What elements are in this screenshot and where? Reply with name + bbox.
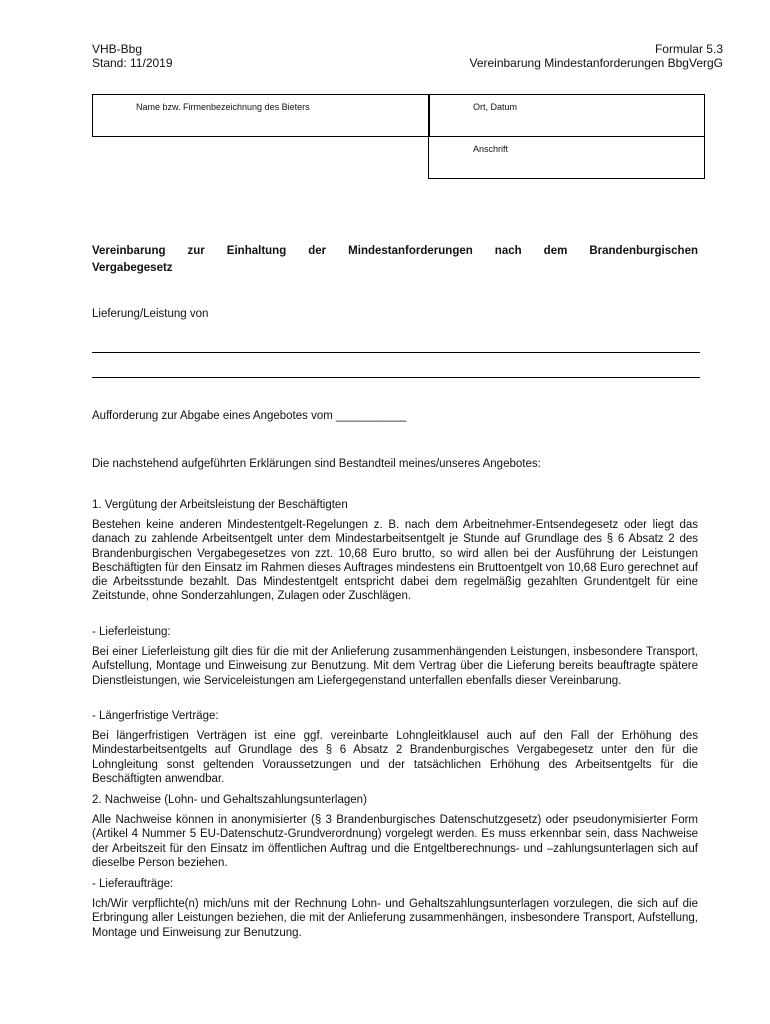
bidder-name-field[interactable] [92,94,430,137]
document-title-line1: Vereinbarung zur Einhaltung der Mindestanforderungen nach dem Brandenburgischen [92,245,698,257]
revision-date: Stand: 11/2019 [92,56,173,70]
delivery-service-paragraph: Bei einer Lieferleistung gilt dies für die mit der Anlieferung zusammenhängenden Leistungen, insbesondere Transport, Aufstellung, Montage und Einweisung zur Benutzung. Mit dem Vertrag über die Lieferung bereits beauftragte spätere Dienstleistungen, wie Serviceleistungen am Liefergegenstand unterfallen ebenfalls dieser Vereinbarung. [92,646,698,687]
delivery-orders-heading: - Lieferaufträge: [92,878,174,890]
address-label: Anschrift [473,144,509,154]
section-2-heading: 2. Nachweise (Lohn- und Gehaltszahlungsunterlagen) [92,794,367,806]
header-right [469,42,723,70]
delivery-orders-paragraph: Ich/Wir verpflichte(n) mich/uns mit der Rechnung Lohn- und Gehaltszahlungsunterlagen vorzulegen, die sich auf die Erbringung aller Leistungen beziehen, die mit der Anlieferung zusammenhängen, insbesondere Transport, Aufstellung, Montage und Einweisung zur Benutzung. [92,898,698,939]
handbook-code: VHB-Bbg [92,42,143,56]
long-term-contracts-paragraph: Bei längerfristigen Verträgen ist eine ggf. vereinbarte Lohngleitklausel auch auf den Fall der Erhöhung des Mindestarbeitsentgelts auf Grundlage des § 6 Absatz 2 Brandenburgisches Vergabegesetz unter den für die Lohngleitung sonst geltenden Voraussetzungen und der tatsächlichen Erhöhung des Arbeitsentgelts für die Beschäftigten anwendbar. [92,730,698,785]
header-left [92,42,173,70]
delivery-service-heading: - Lieferleistung: [92,626,171,638]
document-title-line2: Vergabegesetz [92,262,173,274]
place-date-label: Ort, Datum [473,102,518,112]
delivery-label: Lieferung/Leistung von [92,308,209,320]
request-date-text: Aufforderung zur Abgabe eines Angebotes vom ___________ [92,410,407,422]
form-title: Vereinbarung Mindestanforderungen BbgVergG [469,56,723,70]
place-date-field[interactable] [428,94,705,137]
bidder-name-label: Name bzw. Firmenbezeichnung des Bieters [136,102,310,112]
intro-text: Die nachstehend aufgeführten Erklärungen sind Bestandteil meines/unseres Angebotes: [92,458,541,470]
long-term-contracts-heading: - Längerfristige Verträge: [92,710,219,722]
section-1-heading: 1. Vergütung der Arbeitsleistung der Beschäftigten [92,499,348,511]
delivery-input-line-1[interactable] [92,352,700,353]
section-1-paragraph: Bestehen keine anderen Mindestentgelt-Regelungen z. B. nach dem Arbeitnehmer-Entsendegesetz oder liegt das danach zu zahlende Arbeitsentgelt unter dem Mindestarbeitsentgelt je Stunde auf Grundlage des § 6 Absatz 2 des Brandenburgischen Vergabegesetzes von zzt. 10,68 Euro brutto, so wird allen bei der Ausführung der Leistungen Beschäftigten für den Einsatz im Rahmen dieses Auftrages mindestens ein Bruttoentgelt von 10,68 Euro gerechnet auf die Arbeitsstunde bezahlt. Das Mindestentgelt entspricht dabei dem regelmäßig gezahlten Grundentgelt für eine Zeitstunde, ohne Sonderzahlungen, Zulagen oder Zuschlägen. [92,519,698,603]
section-2-paragraph: Alle Nachweise können in anonymisierter (§ 3 Brandenburgisches Datenschutzgesetz) oder pseudonymisierter Form (Artikel 4 Nummer 5 EU-Datenschutz-Grundverordnung) vorgelegt werden. Es muss erkennbar sein, dass Nachweise der Arbeitszeit für den Einsatz im öffentlichen Auftrag und die Entgeltberechnungs- und –zahlungsunterlagen sich auf dieselbe Person beziehen. [92,814,698,869]
address-field[interactable] [428,136,705,179]
form-number: Formular 5.3 [654,42,723,56]
delivery-input-line-2[interactable] [92,377,700,378]
